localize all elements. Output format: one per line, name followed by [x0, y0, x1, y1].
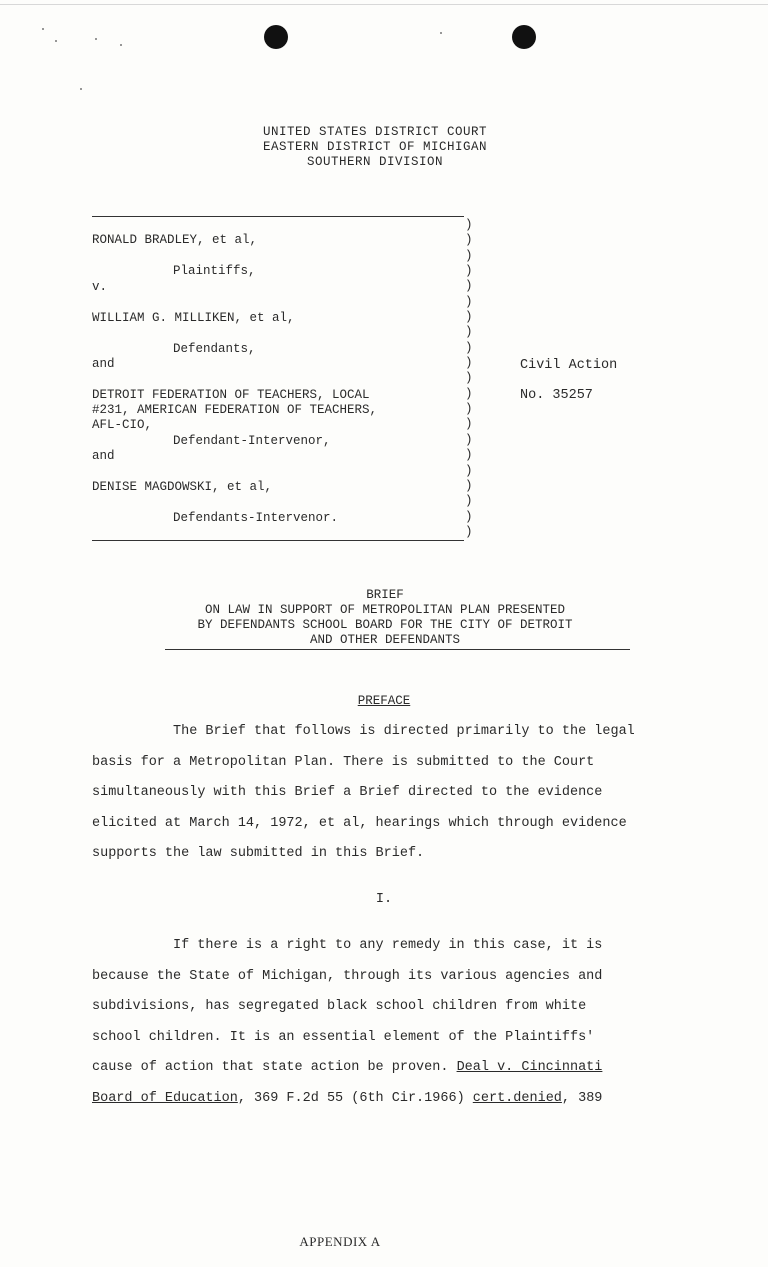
brief-title-line: AND OTHER DEFENDANTS [309, 633, 461, 647]
scan-speck [120, 44, 122, 46]
caption-parentheses: ) ) ) ) ) ) ) ) ) ) ) ) ) ) ) ) ) ) ) ) ) [465, 218, 473, 539]
line-text: , 389 [561, 1090, 603, 1106]
cert-denied-citation: cert.denied [472, 1090, 562, 1106]
scan-speck [95, 38, 97, 40]
court-name: UNITED STATES DISTRICT COURT [262, 125, 488, 139]
paragraph-line: The Brief that follows is directed primarily to the legal [173, 724, 635, 739]
scan-speck [55, 40, 57, 42]
plaintiff-name: RONALD BRADLEY, et al, [92, 233, 258, 247]
court-header [160, 125, 590, 170]
brief-title-line: BRIEF [366, 588, 404, 602]
appendix-label: APPENDIX A [299, 1234, 381, 1249]
intervenor-role: Defendants-Intervenor. [173, 511, 339, 525]
versus-label: v. [92, 280, 108, 294]
intervenor-name-line: AFL-CIO, [92, 418, 153, 432]
caption-bottom-rule [92, 540, 464, 541]
punch-hole-right [512, 25, 536, 49]
defendant-name: WILLIAM G. MILLIKEN, et al, [92, 311, 295, 325]
brief-title [150, 588, 620, 648]
preface-paragraph [92, 717, 712, 870]
section-paragraph [92, 931, 712, 1114]
paragraph-line: subdivisions, has segregated black school children from white [92, 999, 587, 1014]
defendant-role: Defendants, [173, 342, 256, 356]
civil-action-label: Civil Action [520, 358, 618, 373]
paragraph-line [92, 1053, 712, 1084]
case-citation: Board of Education [92, 1090, 238, 1106]
intervenor-role: Defendant-Intervenor, [173, 434, 331, 448]
scan-speck [440, 32, 442, 34]
and-label: and [92, 357, 115, 371]
case-citation: Deal v. Cincinnati [456, 1060, 603, 1075]
paragraph-line: school children. It is an essential element of the Plaintiffs' [92, 1029, 595, 1045]
civil-action-number: No. 35257 [520, 388, 593, 403]
scan-edge-line [0, 4, 768, 5]
paragraph-line: elicited at March 14, 1972, et al, hearings which through evidence [92, 815, 627, 831]
brief-title-line: BY DEFENDANTS SCHOOL BOARD FOR THE CITY OF DETROIT [197, 618, 573, 632]
preface-heading-text: PREFACE [357, 694, 411, 708]
court-district: EASTERN DISTRICT OF MICHIGAN [262, 140, 488, 154]
brief-title-rule [165, 649, 630, 650]
paragraph-line: because the State of Michigan, through its various agencies and [92, 968, 603, 984]
court-division: SOUTHERN DIVISION [306, 155, 444, 169]
brief-title-line: ON LAW IN SUPPORT OF METROPOLITAN PLAN PRESENTED [204, 603, 566, 617]
caption-top-rule [92, 216, 464, 217]
plaintiff-role: Plaintiffs, [173, 264, 256, 278]
scan-speck [42, 28, 44, 30]
scan-speck [80, 88, 82, 90]
intervenor-name-line: DETROIT FEDERATION OF TEACHERS, LOCAL [92, 388, 370, 402]
preface-heading [0, 694, 768, 708]
intervenor-name: DENISE MAGDOWSKI, et al, [92, 480, 273, 494]
paragraph-line: basis for a Metropolitan Plan. There is submitted to the Court [92, 754, 595, 770]
intervenor-name-line: #231, AMERICAN FEDERATION OF TEACHERS, [92, 403, 378, 417]
and-label: and [92, 449, 115, 463]
paragraph-line: simultaneously with this Brief a Brief directed to the evidence [92, 785, 603, 800]
paragraph-line: supports the law submitted in this Brief. [92, 846, 425, 861]
line-text: , 369 F.2d 55 (6th Cir.1966) [237, 1090, 473, 1106]
paragraph-line [92, 1084, 712, 1115]
section-heading: I. [375, 892, 393, 907]
paragraph-line: If there is a right to any remedy in this case, it is [173, 938, 603, 953]
punch-hole-left [264, 25, 288, 49]
line-text: cause of action that state action be proven. [92, 1060, 457, 1075]
